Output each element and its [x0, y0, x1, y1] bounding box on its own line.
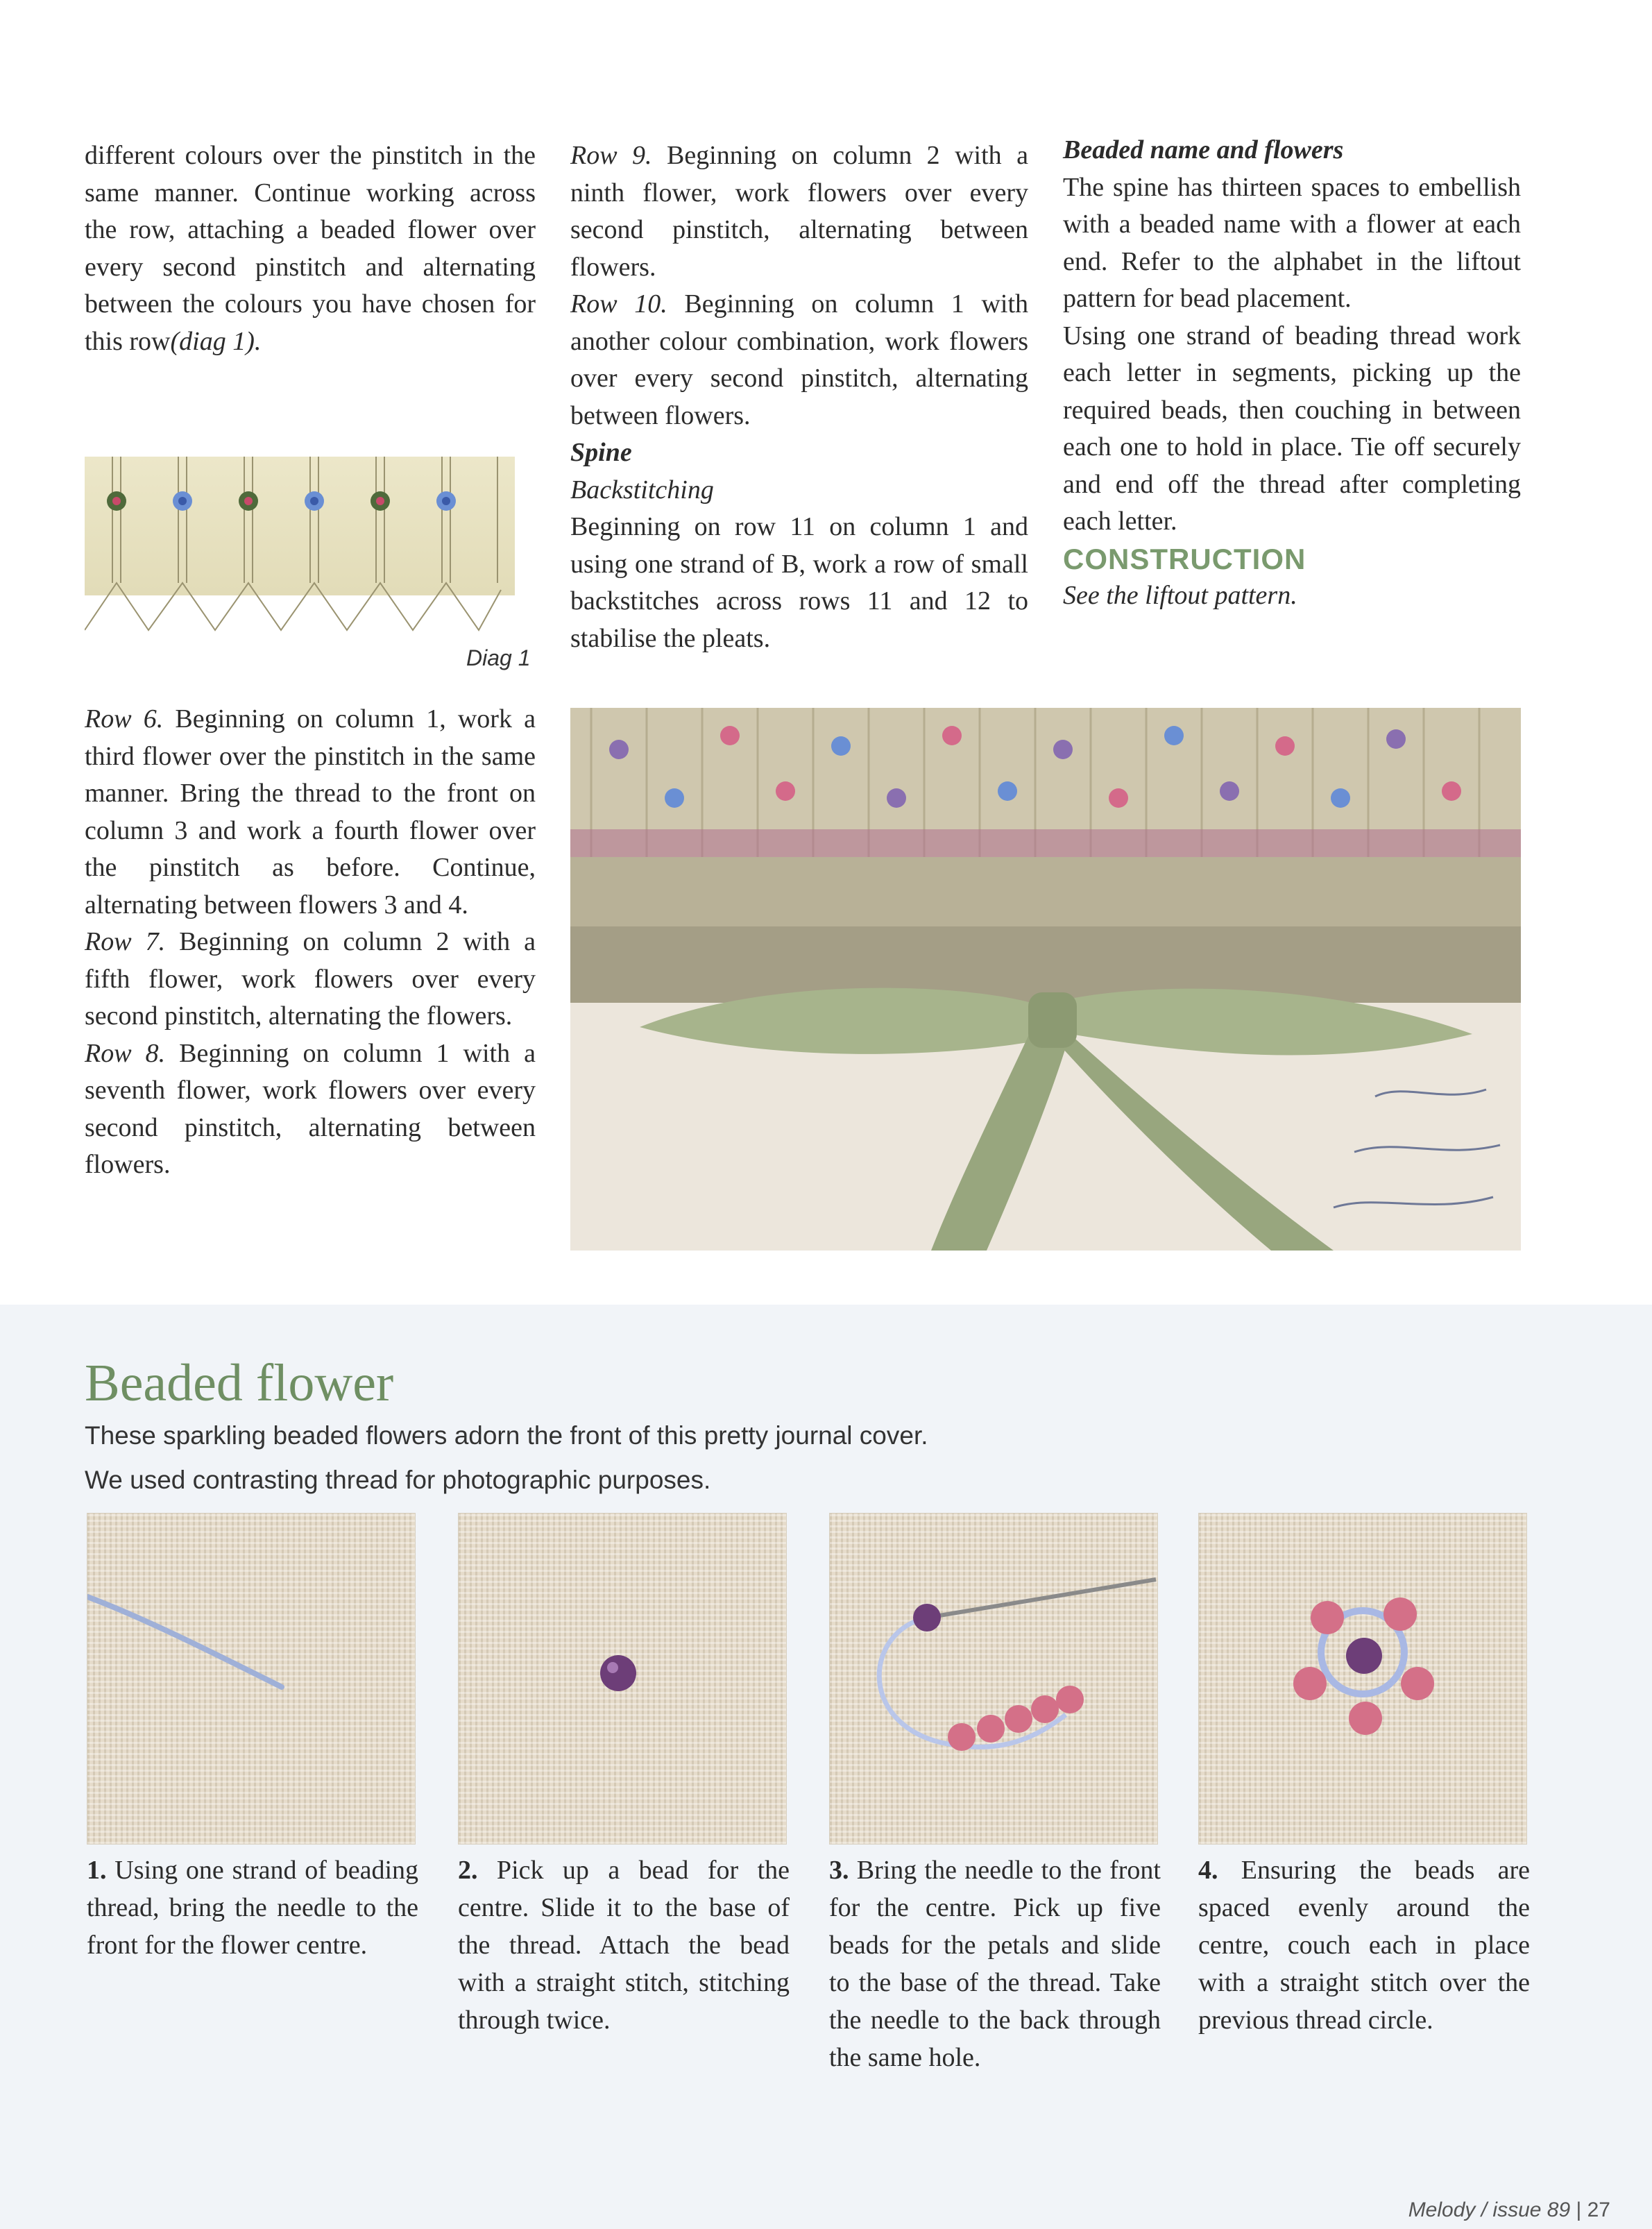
magazine-issue: Melody / issue 89	[1408, 2198, 1571, 2221]
step-3-number: 3.	[829, 1856, 849, 1885]
beaded-name-text-2: Using one strand of beading thread work each letter in segments, picking up the required beads, then couching in between each one to hold in place. Tie off securely and end off the thread after completing each letter.	[1063, 321, 1521, 536]
step-2-number: 2.	[458, 1856, 478, 1885]
step-3-photo	[829, 1513, 1158, 1845]
page-footer	[1408, 2198, 1610, 2222]
step-4-body: Ensuring the beads are spaced evenly around the centre, couch each in place with a straight stitch over the previous thread circle.	[1198, 1856, 1530, 2035]
journal-photo-illustration	[570, 708, 1521, 1251]
journal-photo	[570, 708, 1521, 1251]
band-subtitle-2: We used contrasting thread for photographic purposes.	[85, 1466, 711, 1494]
step-2-body: Pick up a bead for the centre. Slide it to the base of the thread. Attach the bead with a straight stitch, stitching through twice.	[458, 1856, 790, 2035]
construction-text: See the liftout pattern.	[1063, 581, 1297, 610]
step-4-flower-illustration	[1199, 1514, 1526, 1844]
row6-text: Beginning on column 1, work a third flower over the pinstitch in the same manner. Bring the thread to the front on column 3 and work a fourth flower over the pinstitch as before. Continue, alternating between flowers 3 and 4.	[85, 704, 536, 919]
step-1-text	[87, 1851, 418, 1964]
spine-text: Beginning on row 11 on column 1 and using one strand of B, work a row of small backstitches across rows 11 and 12 to stabilise the pleats.	[570, 512, 1028, 653]
smocking-diagram	[85, 451, 515, 633]
step-1-body: Using one strand of beading thread, bring the needle to the front for the flower centre.	[87, 1856, 418, 1960]
step-3-beads-illustration	[830, 1514, 1157, 1844]
step-4-number: 4.	[1198, 1856, 1218, 1885]
step-3-text	[829, 1851, 1161, 2076]
beaded-name-heading: Beaded name and flowers	[1063, 135, 1344, 164]
diagram-caption: Diag 1	[466, 645, 531, 670]
backstitching-heading: Backstitching	[570, 475, 714, 505]
col3-paragraphs	[1063, 132, 1521, 615]
diagram-1	[85, 451, 515, 633]
row7-text: Beginning on column 2 with a fifth flower, work flowers over every second pinstitch, alternating the flowers.	[85, 927, 536, 1031]
col2-paragraphs	[570, 137, 1028, 657]
footer-divider: |	[1576, 2198, 1587, 2221]
step-1-photo	[87, 1513, 416, 1845]
step-1-needle-illustration	[87, 1514, 415, 1844]
step-2-text	[458, 1851, 790, 2039]
band-title: Beaded flower	[85, 1354, 394, 1412]
step-4-photo	[1198, 1513, 1527, 1845]
row7-label: Row 7.	[85, 927, 166, 956]
row8-label: Row 8.	[85, 1038, 166, 1068]
row10-label: Row 10.	[570, 289, 667, 319]
page-number: 27	[1587, 2198, 1610, 2221]
construction-heading: CONSTRUCTION	[1063, 542, 1306, 575]
band-subtitle-1: These sparkling beaded flowers adorn the front of this pretty journal cover.	[85, 1421, 928, 1450]
row9-label: Row 9.	[570, 141, 652, 170]
spine-heading: Spine	[570, 438, 632, 467]
step-2-photo	[458, 1513, 787, 1845]
row6-label: Row 6.	[85, 704, 164, 734]
step-1-number: 1.	[87, 1856, 107, 1885]
col1-bottom-paragraphs	[85, 701, 536, 1184]
step-3-body: Bring the needle to the front for the centre. Pick up five beads for the petals and slide to the base of the thread. Take the needle to the back through the same hole.	[829, 1856, 1161, 2072]
step-2-bead-illustration	[459, 1514, 786, 1844]
col1-top-text: different colours over the pinstitch in the same manner. Continue working across the row, attaching a beaded flower over every second pinstitch and alternating between the colours you have chosen for this row	[85, 141, 536, 356]
col1-top-paragraph	[85, 137, 536, 360]
diag-ref: (diag 1).	[170, 326, 262, 356]
row8-text: Beginning on column 1 with a seventh flower, work flowers over every second pinstitch, alternating between flowers.	[85, 1038, 536, 1179]
step-4-text	[1198, 1851, 1530, 2039]
beaded-name-text-1: The spine has thirteen spaces to embellish with a beaded name with a flower at each end. Refer to the alphabet in the liftout pattern for bead placement.	[1063, 172, 1521, 313]
row9-text: Beginning on column 2 with a ninth flower, work flowers over every second pinstitch, alternating between flowers.	[570, 141, 1028, 282]
row10-text: Beginning on column 1 with another colour combination, work flowers over every second pinstitch, alternating between flowers.	[570, 289, 1029, 430]
